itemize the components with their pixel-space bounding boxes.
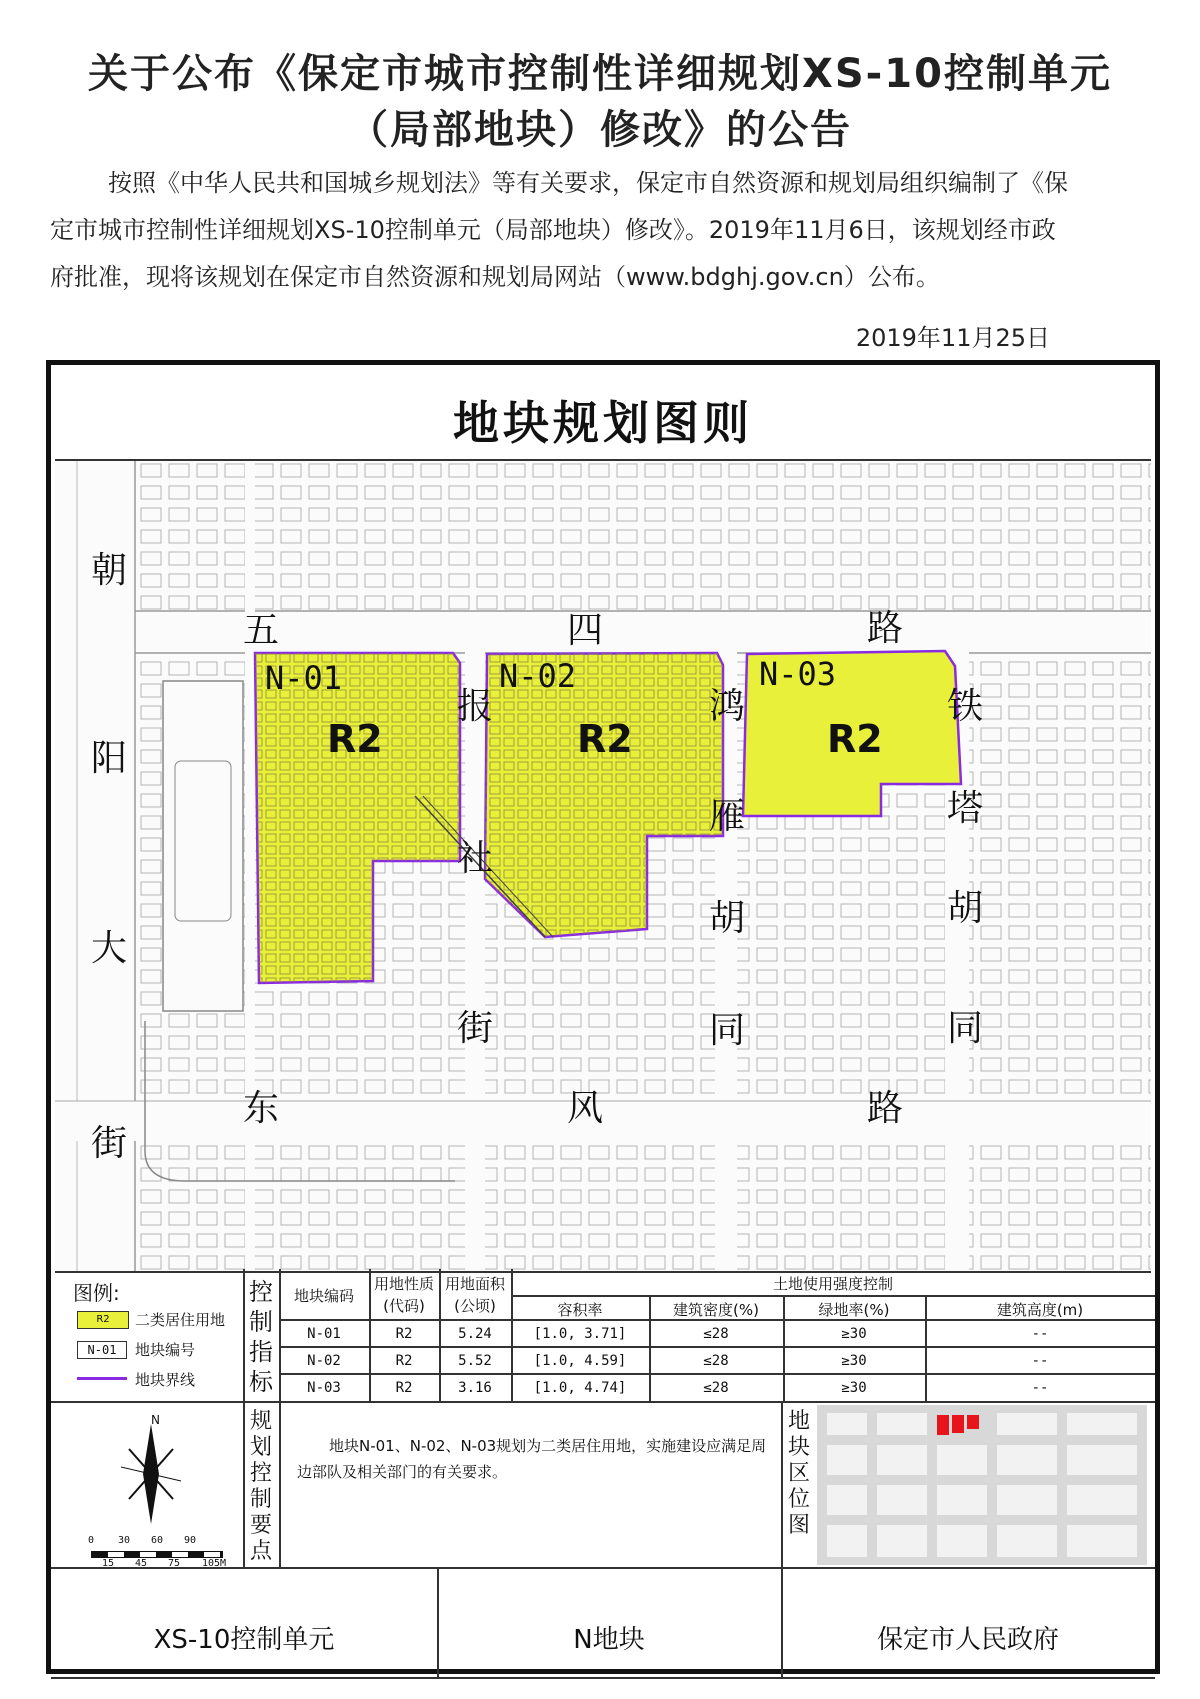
footer-plot: N地块 bbox=[573, 1625, 645, 1655]
street-honghan-3: 胡 bbox=[709, 898, 746, 939]
notice-text-line2: 定市城市控制性详细规划XS-10控制单元（局部地块）修改》。2019年11月6日，该规划经市政 bbox=[50, 216, 1056, 244]
notice-paragraph bbox=[50, 160, 1170, 301]
plot-map bbox=[55, 459, 1151, 1273]
street-chaoyang-1: 朝 bbox=[91, 550, 128, 591]
legend-r2-label: 二类居住用地 bbox=[135, 1311, 226, 1329]
map-drawing bbox=[55, 461, 1151, 1271]
street-honghan-4: 同 bbox=[709, 1010, 746, 1051]
col-height-header: 建筑高度(m) bbox=[996, 1301, 1084, 1319]
street-wusi-2: 四 bbox=[567, 610, 604, 651]
street-chaoyang-4: 街 bbox=[91, 1123, 128, 1164]
street-dongfeng-3: 路 bbox=[867, 1088, 904, 1129]
info-panel: 图例: R2 二类居住用地 N-01 地块编号 地块界线 控 制 指 标 地块编码 用地性质 (代码) 用地面积 (公顷) 土地使用强度控制 容积率 建筑密度(%) 绿地率(%) 建筑高度(m) N-01 R2 5.24 [1.0, 3.71] ≤28 ≥30 -- N-02 R2 5.52 [1.0, 4.59] ≤28 ≥30 -- N-03 R2 3.16 [1.0, 4.74] ≤28 ≥30 -- N 0 30 60 90 15 45 75 105M 规 划 控 制 要 点 地块N-01、N-02、N-03规划为二类居住用地，实施建设应满足周 边部队及相关部门的有关要求。 地 块 区 位 图 XS-10控制单元 N地块 保定市人民政府 bbox=[51, 1269, 1155, 1669]
street-dongfeng-1: 东 bbox=[243, 1088, 280, 1129]
north-arrow-icon bbox=[111, 1419, 191, 1529]
street-chaoyang-3: 大 bbox=[91, 928, 128, 969]
notice-text-line1: 按照《中华人民共和国城乡规划法》等有关要求，保定市自然资源和规划局组织编制了《保 bbox=[108, 169, 1068, 197]
street-tieta-2: 塔 bbox=[947, 788, 984, 829]
legend-code-label: 地块编号 bbox=[135, 1341, 196, 1359]
street-tieta-3: 胡 bbox=[947, 888, 984, 929]
notice-date: 2019年11月25日 bbox=[855, 324, 1050, 352]
col-far-header: 容积率 bbox=[557, 1301, 603, 1319]
plot-code-n03: N-03 bbox=[759, 655, 837, 693]
street-honghan-2: 雁 bbox=[709, 796, 746, 837]
location-label: 地 块 区 位 图 bbox=[787, 1409, 810, 1538]
col-use-header: 用地性质 bbox=[373, 1275, 434, 1293]
street-baoshe-2: 社 bbox=[457, 838, 494, 879]
legend-code-tag: N-01 bbox=[77, 1341, 127, 1359]
col-area-header: 用地面积 bbox=[444, 1275, 505, 1293]
group-header: 土地使用强度控制 bbox=[772, 1275, 893, 1293]
plan-title: 地块规划图则 bbox=[453, 396, 753, 450]
legend-boundary-label: 地块界线 bbox=[135, 1371, 196, 1389]
street-wusi-3: 路 bbox=[867, 608, 904, 649]
location-map bbox=[817, 1405, 1147, 1565]
street-dongfeng-2: 风 bbox=[567, 1088, 604, 1129]
control-table: 地块编码 用地性质 (代码) 用地面积 (公顷) 土地使用强度控制 容积率 建筑密度(%) 绿地率(%) 建筑高度(m) N-01 R2 5.24 [1.0, 3.71] ≤28 ≥30 -- N-02 R2 5.52 [1.0, 4.59] ≤28 ≥30 -- N-03 R2 3.16 [1.0, 4.74] ≤28 ≥30 -- bbox=[279, 1269, 1155, 1401]
street-baoshe-1: 报 bbox=[457, 686, 494, 727]
plot-use-n02: R2 bbox=[577, 717, 633, 761]
col-green-header: 绿地率(%) bbox=[818, 1301, 890, 1319]
col-area-subheader: (公顷) bbox=[454, 1297, 496, 1315]
notice-title-line1: 关于公布《保定市城市控制性详细规划XS-10控制单元 bbox=[88, 51, 1112, 97]
plot-use-n01: R2 bbox=[327, 717, 383, 761]
street-tieta-1: 铁 bbox=[947, 686, 984, 727]
col-code-header: 地块编码 bbox=[293, 1287, 354, 1305]
legend-boundary-line bbox=[77, 1377, 127, 1380]
footer-government: 保定市人民政府 bbox=[876, 1625, 1059, 1655]
street-honghan-1: 鸿 bbox=[709, 686, 746, 727]
plan-sheet bbox=[46, 360, 1160, 1674]
notice-title-line2: （局部地块）修改》的公告 bbox=[348, 107, 852, 153]
legend-r2-swatch: R2 bbox=[77, 1311, 129, 1329]
plot-code-n02: N-02 bbox=[499, 657, 577, 695]
street-chaoyang-2: 阳 bbox=[91, 738, 128, 779]
legend-title: 图例: bbox=[73, 1281, 120, 1305]
control-label: 控 制 指 标 bbox=[249, 1278, 273, 1396]
street-wusi-1: 五 bbox=[243, 610, 280, 651]
plot-use-n03: R2 bbox=[827, 717, 883, 761]
street-baoshe-3: 街 bbox=[457, 1008, 494, 1049]
requirements-label: 规 划 控 制 要 点 bbox=[249, 1409, 272, 1564]
requirements-text: 地块N-01、N-02、N-03规划为二类居住用地，实施建设应满足周 边部队及相关部门的有关要求。 bbox=[297, 1437, 767, 1481]
col-density-header: 建筑密度(%) bbox=[673, 1301, 759, 1319]
footer-unit: XS-10控制单元 bbox=[153, 1625, 335, 1655]
col-use-subheader: (代码) bbox=[383, 1297, 425, 1315]
notice-text-line3: 府批准，现将该规划在保定市自然资源和规划局网站（www.bdghj.gov.cn）公布。 bbox=[50, 263, 940, 291]
north-label: N bbox=[151, 1413, 160, 1427]
street-tieta-4: 同 bbox=[947, 1008, 984, 1049]
plot-code-n01: N-01 bbox=[265, 659, 343, 697]
